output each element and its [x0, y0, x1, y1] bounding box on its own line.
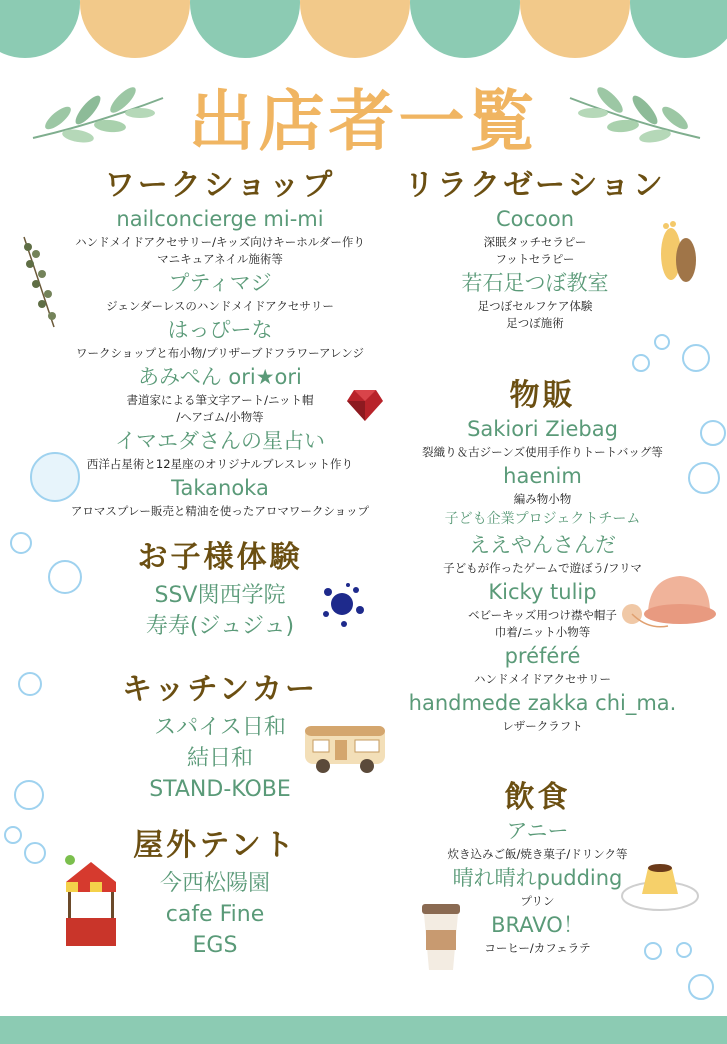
coffee-cup-icon [418, 900, 464, 972]
vendor-desc: /ヘアゴム/小物等 [176, 410, 264, 424]
scallop [630, 0, 727, 58]
top-scallop-border [0, 0, 727, 60]
hat-and-yarn-icon [618, 570, 718, 636]
bubble [654, 334, 670, 350]
vendor-name: Cocoon [495, 207, 575, 231]
vendor-name: SSV関西学院 [154, 583, 286, 608]
bubble [688, 462, 720, 494]
vendor-name: STAND-KOBE [149, 777, 291, 802]
vendor-desc: 足つぼセルフケア体験 [477, 299, 593, 313]
goods-vendor [400, 688, 685, 735]
vendor-name: はっぴーな [167, 318, 273, 342]
scallop [300, 0, 410, 58]
vendor-desc: 西洋占星術と12星座のオリジナルブレスレット作り [86, 457, 354, 471]
vendor-desc: ハンドメイドアクセサリー/キッズ向けキーホルダー作り [75, 235, 365, 249]
kids-section [100, 532, 340, 642]
scallop [410, 0, 520, 58]
vendor-name: haenim [503, 464, 582, 488]
vendor-desc: 裂織り＆古ジーンズ使用手作りトートバッグ等 [422, 445, 663, 459]
vendor-name: あみぺん ori★ori [138, 365, 302, 389]
workshop-vendor [40, 268, 400, 315]
workshop-section [40, 160, 400, 520]
gemstone-icon [346, 388, 384, 422]
vendor-desc: ワークショップと布小物/プリザーブドフラワーアレンジ [76, 346, 364, 360]
tent-heading: 屋外テント [133, 828, 297, 863]
vendor-name: 結日和 [186, 746, 253, 771]
workshop-vendor [40, 204, 400, 268]
vendor-name: ええやんさんだ [469, 533, 616, 557]
vendor-name: アニー [506, 819, 569, 843]
bubble [682, 344, 710, 372]
vendor-name: cafe Fine [165, 902, 265, 927]
workshop-vendor [40, 315, 400, 362]
bubble [30, 452, 80, 502]
festival-stall-icon [62, 852, 120, 948]
vendor-name: 若石足つぼ教室 [461, 271, 609, 295]
kitchen-car-heading: キッチンカー [122, 672, 318, 707]
bubble [688, 974, 714, 1000]
bubble [644, 942, 662, 960]
workshop-vendor [40, 426, 400, 473]
vendor-desc: レザークラフト [502, 719, 583, 733]
vendor-desc: マニキュアネイル施術等 [157, 252, 283, 266]
vendor-name: イマエダさんの星占い [115, 429, 325, 453]
vendor-name: préféré [504, 644, 581, 668]
bubble [4, 826, 22, 844]
workshop-vendor [40, 473, 400, 520]
vendor-name: 今西松陽園 [159, 871, 270, 896]
vendor-name: Kicky tulip [488, 580, 597, 604]
bottom-border [0, 1016, 727, 1044]
goods-vendor [400, 641, 685, 688]
vendor-name: プティマジ [168, 271, 272, 295]
vendor-desc: アロマスプレー販売と精油を使ったアロマワークショップ [70, 504, 370, 518]
scallop [0, 0, 80, 58]
pudding-plate-icon [620, 856, 700, 912]
goods-vendor [400, 508, 685, 530]
bubble [48, 560, 82, 594]
vendor-desc: 深眠タッチセラピー [483, 235, 587, 249]
scallop [190, 0, 300, 58]
vendor-name: スパイス日和 [154, 715, 286, 740]
vendor-name: EGS [192, 933, 238, 958]
vendor-desc: フットセラピー [495, 252, 575, 266]
bubble [14, 780, 44, 810]
bubble [24, 842, 46, 864]
kids-heading: お子様体験 [137, 540, 303, 575]
vendor-name: nailconcierge mi-mi [116, 207, 324, 231]
vendor-desc: ジェンダーレスのハンドメイドアクセサリー [106, 299, 334, 313]
goods-vendor [400, 461, 685, 508]
food-heading: 飲食 [504, 780, 571, 815]
relax-vendor [400, 204, 670, 268]
camper-van-icon [303, 716, 389, 778]
paint-splatter-icon [318, 580, 366, 628]
vendor-desc: コーヒー/カフェラテ [484, 941, 591, 955]
vendor-desc: 編み物小物 [513, 492, 572, 506]
workshop-heading: ワークショップ [104, 168, 336, 203]
vendor-name: BRAVO！ [491, 913, 584, 937]
herb-sprig-icon [14, 232, 64, 332]
feet-icon [658, 218, 698, 284]
relax-vendor [400, 268, 670, 332]
bubble [700, 420, 726, 446]
vendor-name: 寿寿(ジュジュ) [145, 614, 295, 639]
tent-section [100, 820, 330, 961]
page-title: 出店者一覧 [188, 83, 539, 160]
bubble [632, 354, 650, 372]
bubble [676, 942, 692, 958]
scallop [80, 0, 190, 58]
vendor-desc: ベビーキッズ用つけ襟や帽子 [468, 608, 617, 622]
vendor-name: Takanoka [171, 476, 269, 500]
vendor-name: 子ども企業プロジェクトチーム [444, 511, 641, 527]
vendor-desc: 書道家による筆文字アート/ニット帽 [126, 393, 314, 407]
vendor-name: handmede zakka chi_ma. [408, 691, 677, 715]
goods-vendor [400, 414, 685, 461]
relaxation-section [400, 160, 670, 332]
vendor-name: 晴れ晴れpudding [452, 866, 623, 890]
bubble [18, 672, 42, 696]
goods-section [400, 370, 685, 735]
bubble [10, 532, 32, 554]
goods-heading: 物販 [509, 378, 576, 413]
relaxation-heading: リラクゼーション [404, 168, 666, 203]
vendor-name: Sakiori Ziebag [467, 417, 618, 441]
vendor-desc: プリン [520, 894, 555, 908]
vendor-desc: 子どもが作ったゲームで遊ぼう/フリマ [443, 561, 642, 575]
vendor-desc: ハンドメイドアクセサリー [474, 672, 611, 686]
vendor-desc: 足つぼ施術 [506, 316, 564, 330]
vendor-desc: 炊き込みご飯/焼き菓子/ドリンク等 [447, 847, 628, 861]
scallop [520, 0, 630, 58]
vendor-desc: 巾着/ニット小物等 [494, 625, 591, 639]
